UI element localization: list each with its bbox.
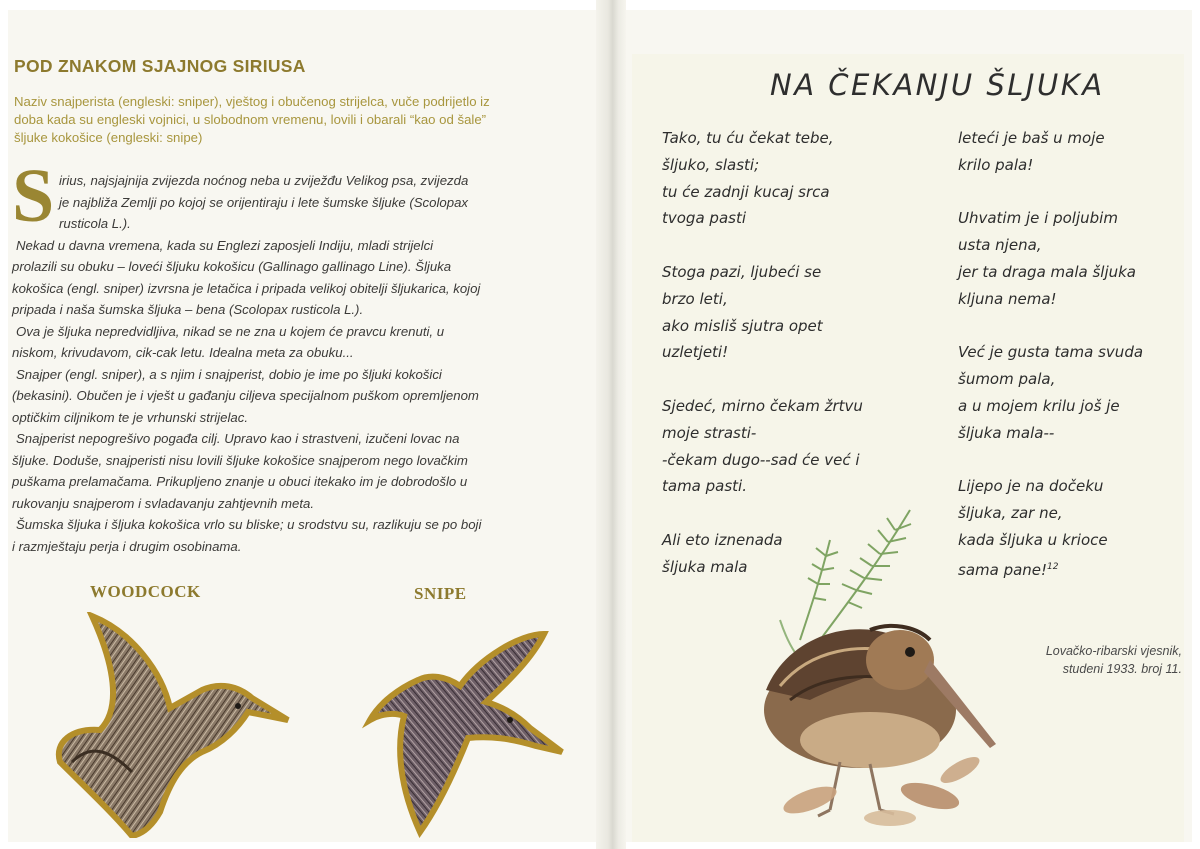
source-credit: [1046, 642, 1182, 678]
snipe-label: SNIPE: [414, 584, 467, 603]
poem-line: sama pane!: [958, 560, 1048, 579]
bird-illustration-icon: [764, 626, 996, 816]
body-line: Šumska šljuka i šljuka kokošica vrlo su bliske; u srodstvu su, razlikuju se po boji: [16, 517, 482, 532]
drop-cap: S: [12, 154, 55, 238]
poem-line: ako misliš sjutra opet: [662, 316, 823, 335]
poem-line: tu će zadnji kucaj srca: [662, 182, 830, 201]
body-line: šljuke. Doduše, snajperisti nisu lovili šljuke kokošice snajperom nego lovačkim: [12, 452, 468, 468]
poem-line: Sjedeć, mirno čekam žrtvu: [662, 396, 863, 415]
poem-line: tama pasti.: [662, 477, 747, 496]
poem-line: usta njena,: [958, 236, 1042, 255]
poem-line: Uhvatim je i poljubim: [958, 209, 1118, 228]
body-line: irius, najsjajnija zvijezda noćnog neba u zviježđu Velikog psa, zvijezda: [59, 173, 469, 188]
poem-line: a u mojem krilu još je: [958, 396, 1120, 415]
body-line: Snajperist nepogrešivo pogađa cilj. Upravo kao i strastveni, izučeni lovac na: [16, 431, 460, 446]
poem-line: krilo pala!: [958, 155, 1034, 174]
poem-line: šumom pala,: [958, 370, 1056, 389]
body-line: rukovanju snajperom i svladavanju zahtjevnih meta.: [12, 495, 315, 511]
body-line: rusticola L.).: [59, 216, 131, 231]
stanza-gap: [662, 366, 863, 393]
poem-line: brzo leti,: [662, 289, 728, 308]
intro-line: doba kada su engleski vojnici, u slobodnom vremenu, lovili i obarali “kao od šale”: [14, 112, 487, 127]
body-line: kokošica (engl. sniper) izvrsna je letačica i pripada velikoj obitelji šljukarica, kojoj: [12, 280, 481, 296]
source-line: studeni 1933. broj 11.: [1062, 662, 1182, 676]
body-line: i razmještaju perja i drugim osobinama.: [12, 538, 242, 554]
body-line: optičkim ciljnikom te je vrhunski strijelac.: [12, 409, 248, 425]
poem-line: šljuka mala--: [958, 423, 1055, 442]
poem-line: tvoga pasti: [662, 209, 746, 228]
intro-paragraph: [14, 93, 584, 147]
body-line: (bekasini). Obučen je i vješt u gađanju ciljeva specijalnom puškom opremljenom: [12, 388, 479, 403]
poem-line: Stoga pazi, ljubeći se: [662, 262, 822, 281]
poem-line: Ali eto iznenada: [662, 530, 783, 549]
body-line: je najbliža Zemlji po kojoj se orijentiraju i lete šumske šljuke (Scolopax: [59, 194, 468, 210]
body-line: Snajper (engl. sniper), a s njim i snajperist, dobio je ime po šljuki kokošici: [16, 366, 442, 382]
poem-line: kada šljuka u krioce: [958, 530, 1108, 549]
poem-line: Tako, tu ću čekat tebe,: [662, 129, 834, 147]
body-line: niskom, krivudavom, cik-cak letu. Idealna meta za obuku...: [12, 345, 354, 360]
body-line: pripada i naša šumska šljuka – bena (Scolopax rusticola L.).: [12, 302, 364, 317]
stanza-gap: [958, 179, 1143, 206]
poem-line: Lijepo je na dočeku: [958, 477, 1104, 496]
intro-line: šljuke kokošice (engleski: snipe): [14, 130, 203, 145]
article-body: [12, 170, 590, 557]
poem-line: uzletjeti!: [662, 343, 729, 362]
intro-line: Naziv snajperista (engleski: sniper), vještog i obučenog strijelca, vuče podrijetlo iz: [14, 94, 490, 109]
body-line: Nekad u davna vremena, kada su Englezi zaposjeli Indiju, mladi strijelci: [16, 237, 434, 253]
poem-line: Već je gusta tama svuda: [958, 343, 1144, 362]
poem-line: moje strasti-: [662, 423, 757, 442]
book-gutter: [596, 0, 626, 849]
stanza-gap: [958, 313, 1143, 340]
section-title: POD ZNAKOM SJAJNOG SIRIUSA: [14, 56, 306, 76]
body-line: Ova je šljuka nepredvidljiva, nikad se ne zna u kojem će pravcu krenuti, u: [16, 323, 445, 339]
source-line: Lovačko-ribarski vjesnik,: [1045, 644, 1182, 658]
poem-line: -čekam dugo--sad će već i: [662, 450, 860, 469]
woodcock-illustration: [720, 500, 1010, 830]
poem-line: šljuka, zar ne,: [958, 504, 1063, 523]
woodcock-patch-image: [52, 612, 292, 838]
poem-line: jer ta draga mala šljuka: [958, 262, 1137, 281]
poem-line: leteći je baš u moje: [958, 129, 1105, 147]
poem-line: kljuna nema!: [958, 289, 1057, 308]
poem-line: šljuka mala: [662, 557, 748, 576]
footnote-mark: 12: [1047, 561, 1059, 572]
snipe-patch-image: [360, 628, 570, 838]
body-line: puškama prelamačama. Prikupljeno znanje u obuci itekako im je dobrodošlo u: [12, 474, 468, 489]
stanza-gap: [958, 447, 1143, 474]
woodcock-icon: [59, 616, 288, 836]
woodcock-label: WOODCOCK: [90, 582, 201, 601]
poem-title: NA ČEKANJU ŠLJUKA: [770, 68, 1105, 102]
poem-line: šljuko, slasti;: [662, 155, 760, 174]
snipe-icon: [370, 634, 562, 832]
body-line: prolazili su obuku – loveći šljuku kokošicu (Gallinago gallinago Line). Šljuka: [12, 259, 452, 274]
stanza-gap: [662, 232, 863, 259]
